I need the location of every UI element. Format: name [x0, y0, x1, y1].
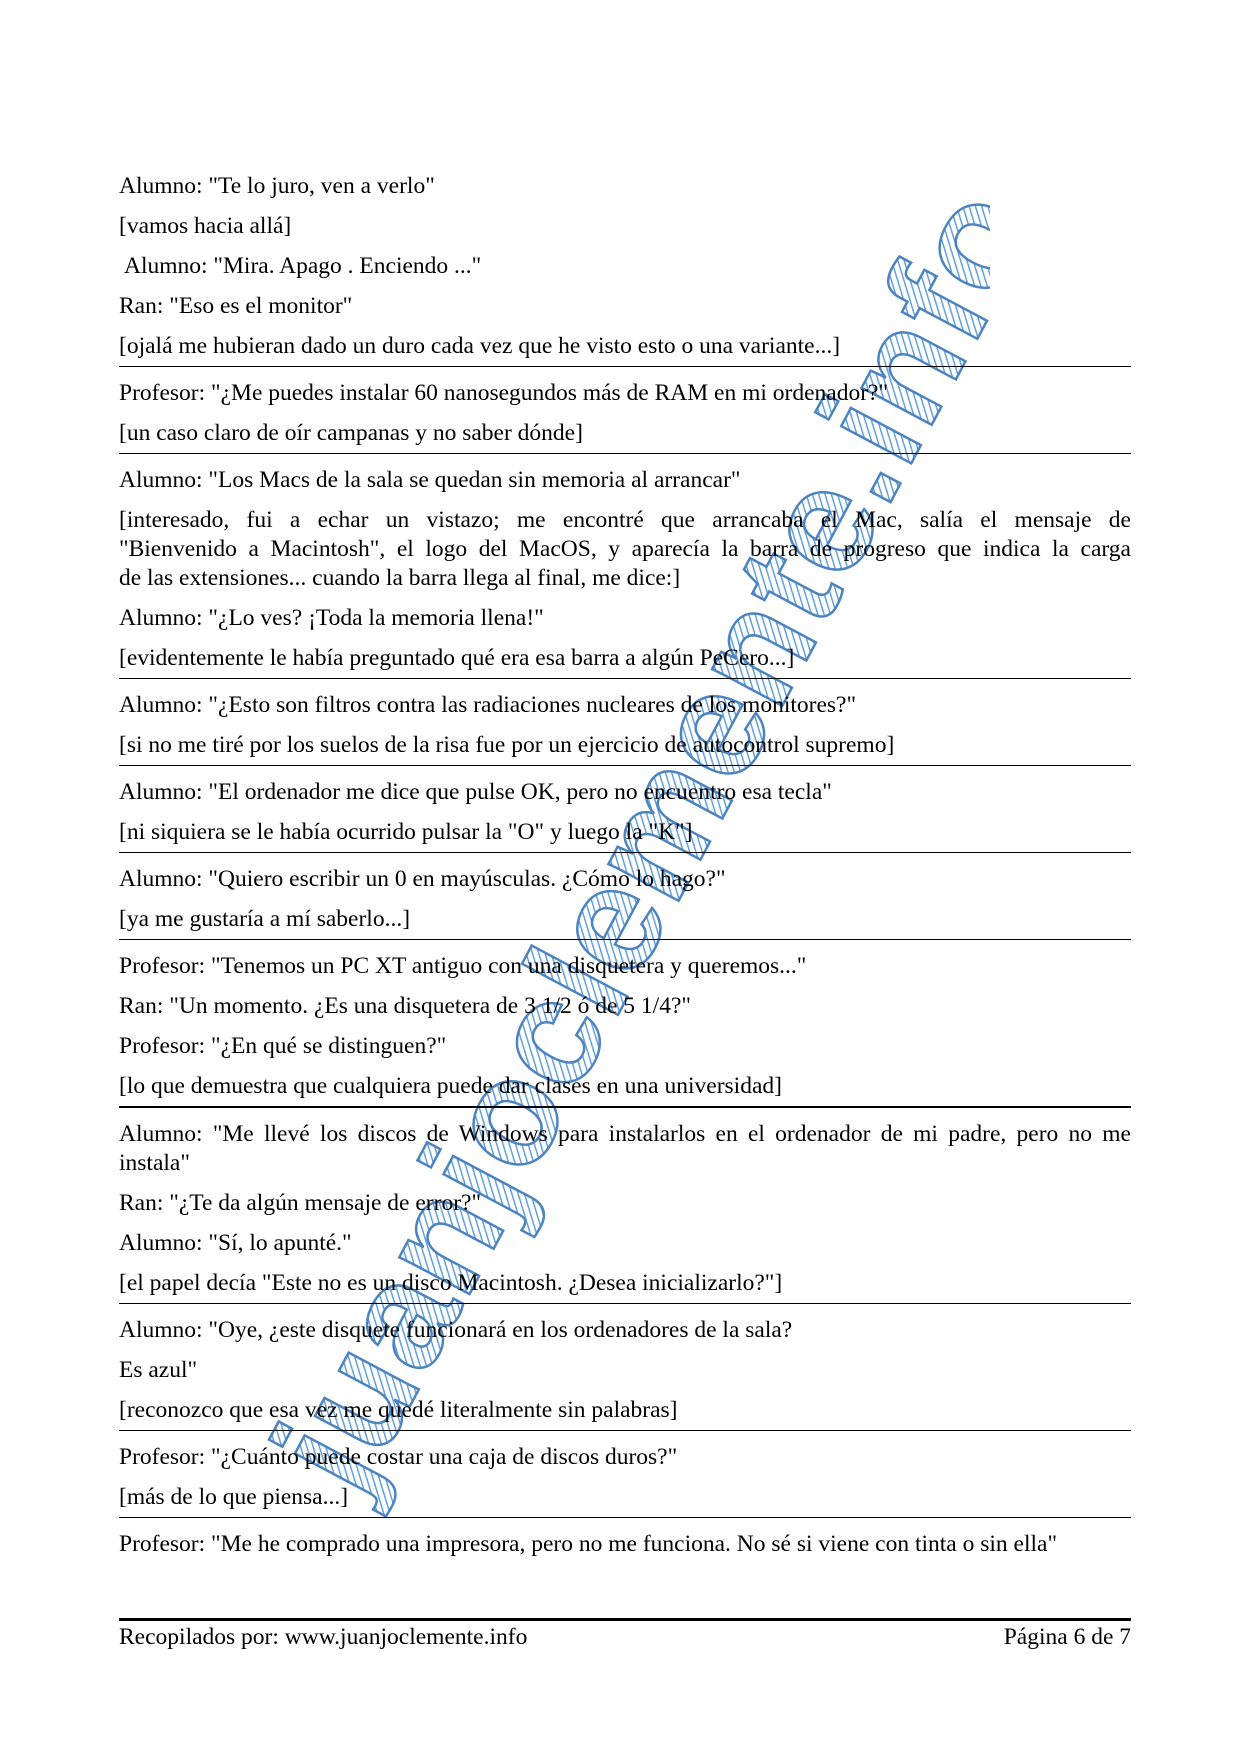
separator-rule — [119, 453, 1131, 454]
dialogue-line: [evidentemente le había preguntado qué era esa barra a algún PeCero...] — [119, 645, 795, 671]
dialogue-entry — [119, 1530, 1131, 1559]
dialogue-line: Ran: "Eso es el monitor" — [119, 293, 353, 319]
dialogue-paragraph — [119, 506, 1131, 593]
dialogue-line: Profesor: "¿Me puedes instalar 60 nanosegundos más de RAM en mi ordenador?" — [119, 380, 889, 406]
dialogue-entry — [119, 1443, 1131, 1512]
separator-rule — [119, 939, 1131, 940]
dialogue-line: [un caso claro de oír campanas y no saber dónde] — [119, 420, 583, 446]
separator-rule — [119, 1303, 1131, 1304]
dialogue-line: [ya me gustaría a mí saberlo...] — [119, 906, 411, 932]
page-number: Página 6 de 7 — [1003, 1624, 1131, 1650]
footer-credit: Recopilados por: www.juanjoclemente.info — [119, 1624, 528, 1650]
dialogue-line: Profesor: "Tenemos un PC XT antiguo con una disquetera y queremos..." — [119, 953, 807, 979]
dialogue-line: [el papel decía "Este no es un disco Macintosh. ¿Desea inicializarlo?"] — [119, 1270, 783, 1296]
dialogue-line: [ni siquiera se le había ocurrido pulsar la "O" y luego la "K"] — [119, 819, 693, 845]
paragraph-line: [interesado, fui a echar un vistazo; me encontré que arrancaba el Mac, salía el mensaje de — [119, 507, 1131, 533]
separator-rule — [119, 1517, 1131, 1518]
dialogue-line: Alumno: "¿Lo ves? ¡Toda la memoria llena!" — [119, 605, 544, 631]
dialogue-line: Alumno: "Quiero escribir un 0 en mayúsculas. ¿Cómo lo hago?" — [119, 866, 726, 892]
paragraph-line: "Bienvenido a Macintosh", el logo del MacOS, y aparecía la barra de progreso que indica la carga — [119, 536, 1131, 562]
dialogue-entry — [119, 172, 1131, 361]
dialogue-line: Alumno: "El ordenador me dice que pulse OK, pero no encuentro esa tecla" — [119, 779, 832, 805]
dialogue-entry — [119, 1316, 1131, 1425]
dialogue-line: Alumno: "Sí, lo apunté." — [119, 1230, 352, 1256]
separator-rule — [119, 366, 1131, 367]
dialogue-line: [más de lo que piensa...] — [119, 1484, 349, 1510]
separator-rule — [119, 1430, 1131, 1431]
dialogue-line: [si no me tiré por los suelos de la risa fue por un ejercicio de autocontrol supremo] — [119, 732, 895, 758]
dialogue-line: Alumno: "¿Esto son filtros contra las radiaciones nucleares de los monitores?" — [119, 692, 857, 718]
dialogue-line: Profesor: "¿En qué se distinguen?" — [119, 1033, 447, 1059]
dialogue-line: Es azul" — [119, 1357, 198, 1383]
dialogue-line: [ojalá me hubieran dado un duro cada vez que he visto esto o una variante...] — [119, 333, 841, 359]
dialogue-entry — [119, 691, 1131, 760]
paragraph-line: instala" — [119, 1150, 190, 1176]
footer-rule — [119, 1618, 1131, 1621]
dialogue-line: Alumno: "Oye, ¿este disquete funcionará en los ordenadores de la sala? — [119, 1317, 793, 1343]
dialogue-line: Alumno: "Te lo juro, ven a verlo" — [119, 173, 435, 199]
watermark-text: juanjoclemente.info — [250, 200, 990, 1516]
dialogue-entry — [119, 865, 1131, 934]
dialogue-entry — [119, 778, 1131, 847]
separator-rule — [119, 678, 1131, 679]
dialogue-line: Profesor: "Me he comprado una impresora, pero no me funciona. No sé si viene con tinta o sin ella" — [119, 1531, 1058, 1557]
dialogue-line: [reconozco que esa vez me quedé literalmente sin palabras] — [119, 1397, 678, 1423]
separator-rule — [119, 852, 1131, 853]
dialogue-entry — [119, 952, 1131, 1101]
document-body — [119, 172, 1131, 1570]
dialogue-entry — [119, 1120, 1131, 1298]
dialogue-line: Profesor: "¿Cuánto puede costar una caja de discos duros?" — [119, 1444, 678, 1470]
dialogue-line: Alumno: "Mira. Apago . Enciendo ..." — [124, 253, 482, 279]
paragraph-line: Alumno: "Me llevé los discos de Windows para instalarlos en el ordenador de mi padre, pero no me — [119, 1121, 1131, 1147]
dialogue-line: [lo que demuestra que cualquiera puede dar clases en una universidad] — [119, 1073, 782, 1099]
dialogue-line: Alumno: "Los Macs de la sala se quedan sin memoria al arrancar" — [119, 467, 741, 493]
dialogue-entry — [119, 379, 1131, 448]
dialogue-line: Ran: "¿Te da algún mensaje de error?" — [119, 1190, 482, 1216]
paragraph-line: de las extensiones... cuando la barra llega al final, me dice:] — [119, 565, 681, 591]
dialogue-line: [vamos hacia allá] — [119, 213, 292, 239]
dialogue-line: Ran: "Un momento. ¿Es una disquetera de 3 1/2 ó de 5 1/4?" — [119, 993, 691, 1019]
separator-rule — [119, 1106, 1131, 1108]
separator-rule — [119, 765, 1131, 766]
dialogue-paragraph — [119, 1120, 1131, 1178]
dialogue-entry — [119, 466, 1131, 673]
